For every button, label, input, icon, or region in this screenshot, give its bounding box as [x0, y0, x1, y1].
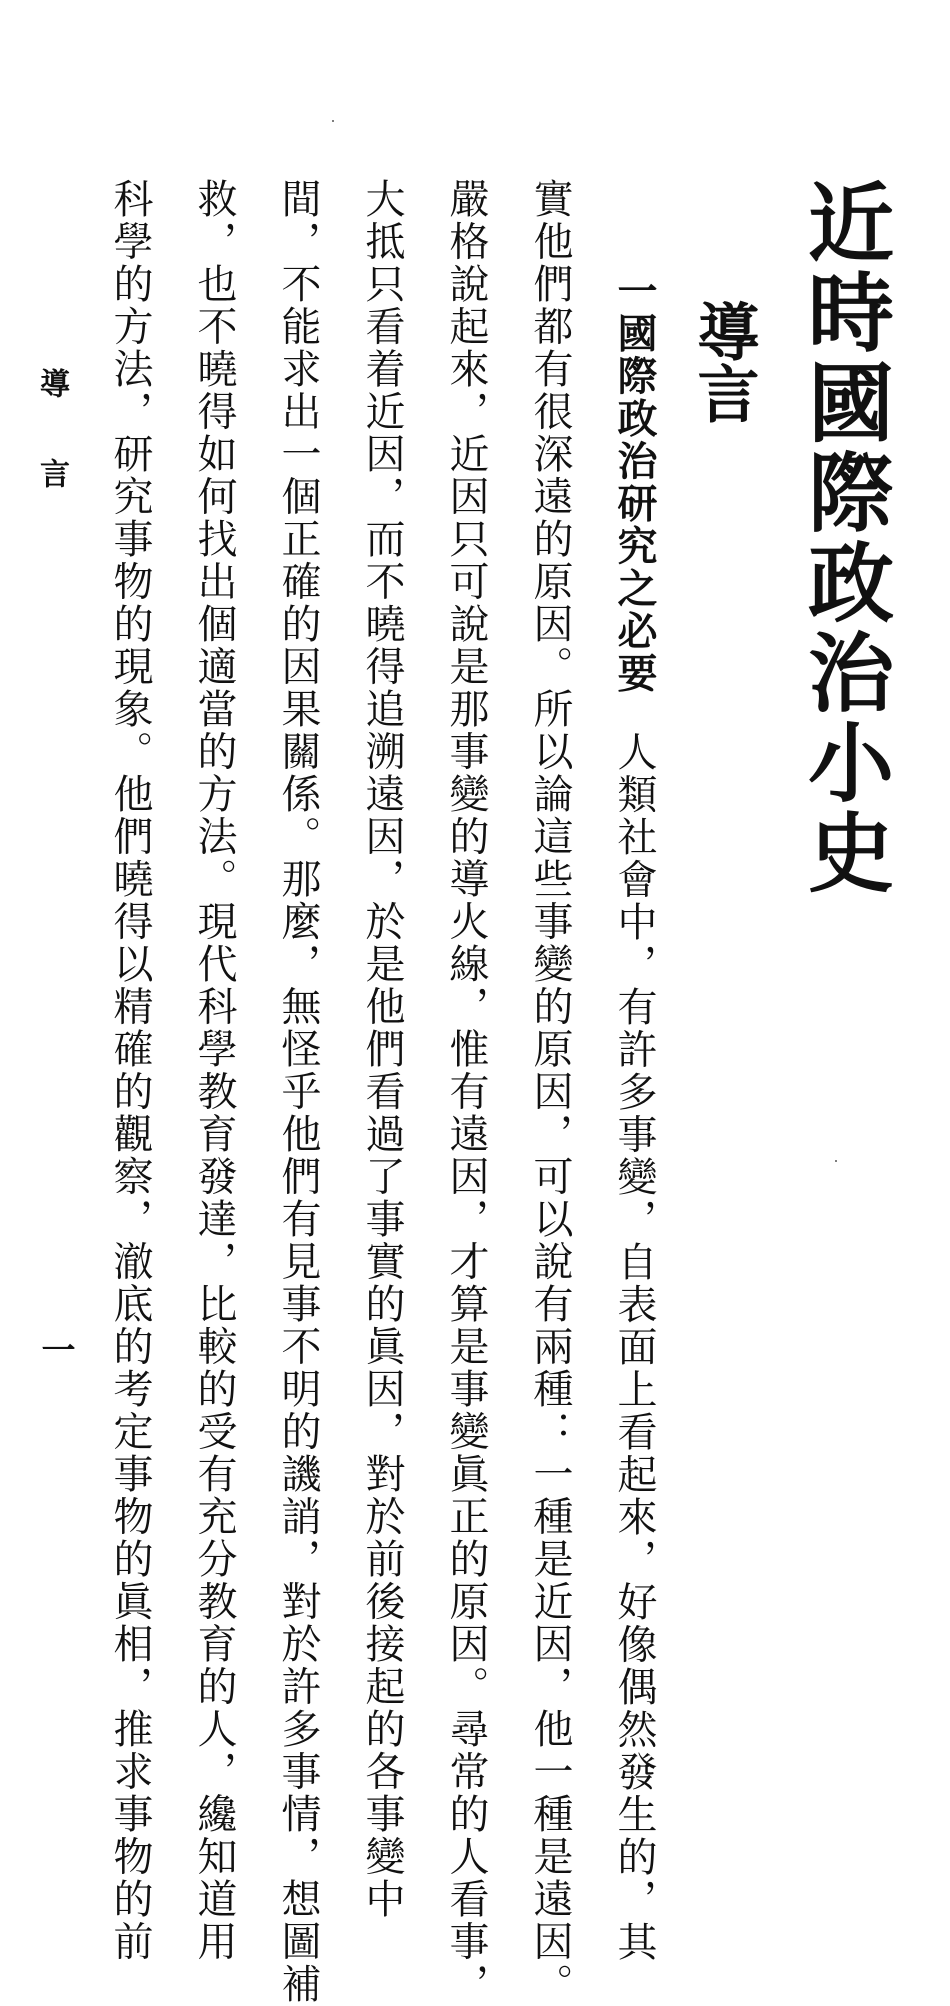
- section-heading: 一國際政治研究之必要: [611, 270, 658, 695]
- section-first-line-text: 人類社會中，有許多事變，自表面上看起來，好像偶然發生的，其: [611, 731, 657, 1964]
- running-head: 導言: [34, 368, 69, 548]
- body-line-5: 救，也不曉得如何找出個適當的方法。現代科學教育發達，比較的受有充分教育的人，纔知道用: [191, 178, 237, 1963]
- page-number: 一: [35, 1332, 75, 1366]
- body-line-2: 嚴格說起來，近因只可說是那事變的導火線，惟有遠因，才算是事變眞正的原因。尋常的人看事，: [443, 178, 489, 2006]
- section-first-line: [611, 270, 658, 1964]
- body-line-1: 實他們都有很深遠的原因。所以論這些事變的原因，可以說有兩種：一種是近因，他一種是遠因。: [527, 178, 573, 2006]
- body-line-3: 大抵只看着近因，而不曉得追溯遠因，於是他們看過了事實的眞因，對於前後接起的各事變中: [359, 178, 405, 1921]
- body-line-4: 間，不能求出一個正確的因果關係。那麼，無怪乎他們有見事不明的譏誚，對於許多事情，想圖補: [275, 178, 321, 2006]
- body-line-6: 科學的方法，研究事物的現象。他們曉得以精確的觀察，澈底的考定事物的眞相，推求事物的前: [107, 178, 153, 1963]
- paper-speck: [835, 1160, 837, 1162]
- book-title: 近時國際政治小史: [793, 178, 894, 898]
- paper-speck: [332, 120, 334, 122]
- chapter-title: 導言: [687, 300, 760, 424]
